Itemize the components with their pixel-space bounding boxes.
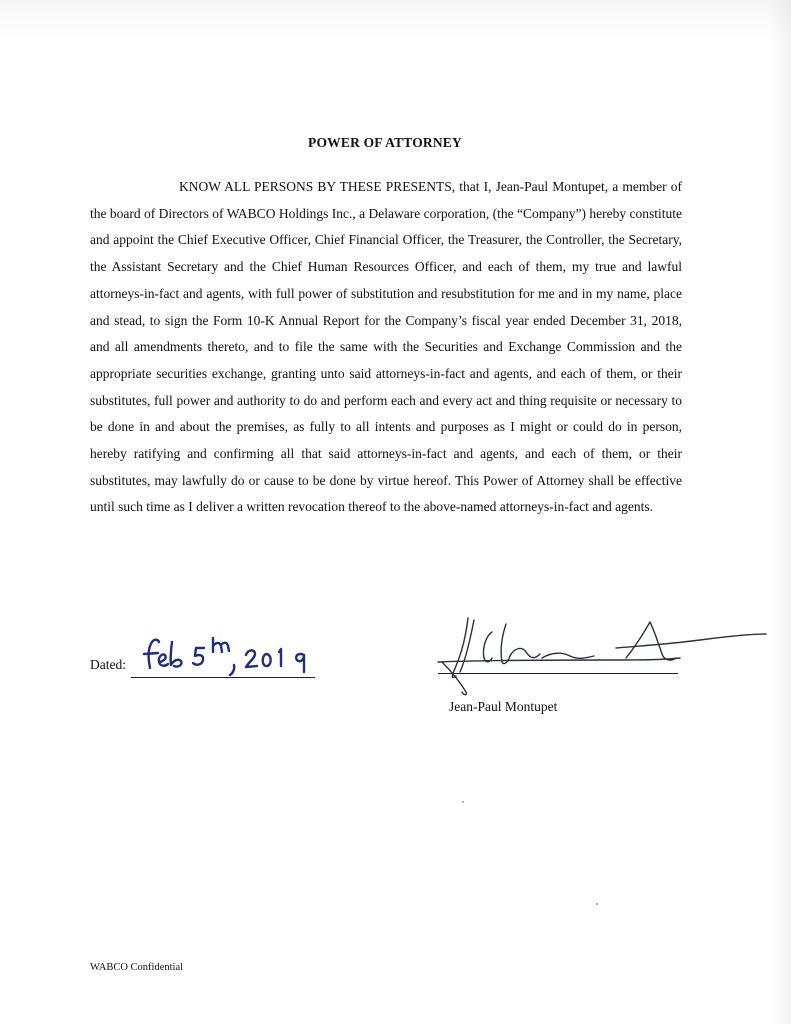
handwritten-date [136, 630, 336, 680]
scan-speck [596, 903, 598, 905]
scan-speck [462, 801, 464, 803]
date-signature-line [131, 677, 315, 678]
footer-confidential: WABCO Confidential [90, 962, 184, 973]
document-body: KNOW ALL PERSONS BY THESE PRESENTS, that I, Jean-Paul Montupet, a member of the board of Directors of WABCO Holdings Inc., a Delaware corporation, (the “Company”) hereby constitute and appoint the Chief Executive Officer, Chief Financial Officer, the Treasurer, the Controller, the Secretary, the Assistant Secretary and the Chief Human Resources Officer, and each of them, my true and lawful attorneys-in-fact and agents, with full power of substitution and resubstitution for me and in my name, place and stead, to sign the Form 10-K Annual Report for the Company’s fiscal year ended December 31, 2018, and all amendments thereto, and to file the same with the Securities and Exchange Commission and the appropriate securities exchange, granting unto said attorneys-in-fact and agents, and each of them, or their substitutes, full power and authority to do and perform each and every act and thing requisite or necessary to be done in and about the premises, as fully to all intents and purposes as I might or could do in person, hereby ratifying and confirming all that said attorneys-in-fact and agents, and each of them, or their substitutes, may lawfully do or cause to be done by virtue hereof. This Power of Attorney shall be effective until such time as I deliver a written revocation thereof to the above-named attorneys-in-fact and agents. [90, 179, 682, 515]
document-title: POWER OF ATTORNEY [308, 135, 462, 150]
signature-line [438, 673, 678, 674]
scan-artifact-top [0, 0, 791, 40]
signer-name: Jean-Paul Montupet [449, 699, 558, 714]
scan-artifact-right [769, 0, 791, 1024]
dated-label: Dated: [90, 657, 126, 672]
signature [430, 600, 770, 700]
